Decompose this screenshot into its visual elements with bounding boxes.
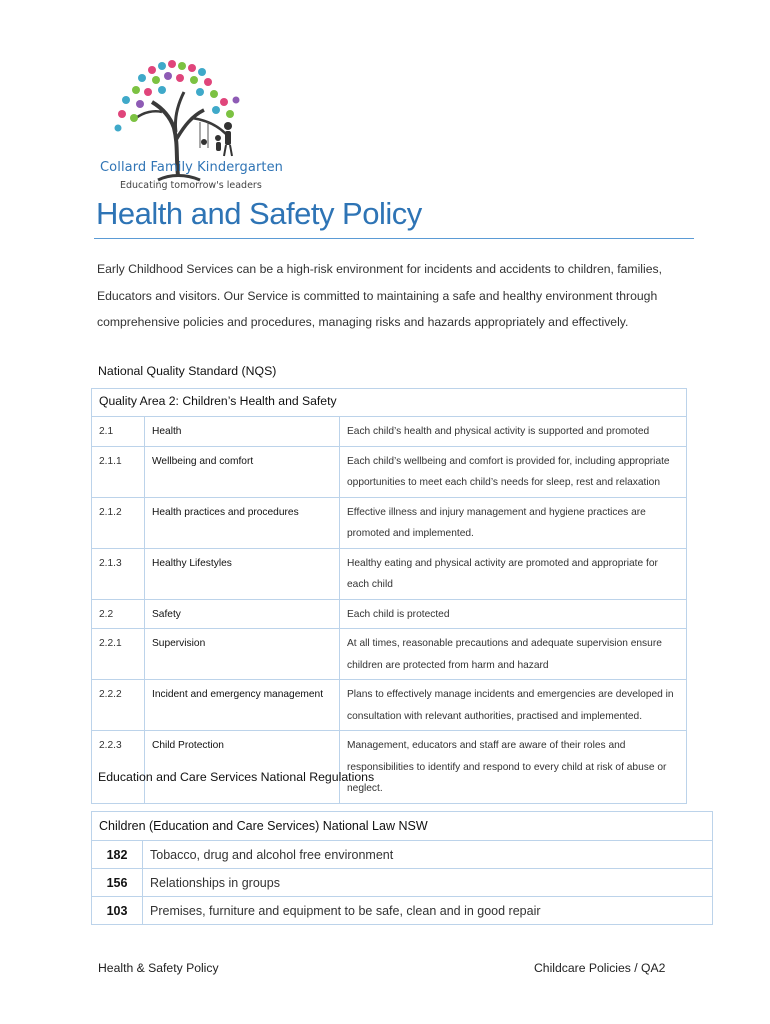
nqs-code: 2.1.1 bbox=[92, 446, 145, 497]
nqs-code: 2.1.3 bbox=[92, 548, 145, 599]
table-row bbox=[92, 629, 687, 680]
nqs-desc: Effective illness and injury management and hygiene practices are promoted and implemented. bbox=[340, 497, 687, 548]
intro-line: Early Childhood Services can be a high-risk environment for incidents and accidents to children, families, bbox=[97, 262, 662, 276]
table-row bbox=[92, 446, 687, 497]
nqs-name: Health practices and procedures bbox=[145, 497, 340, 548]
table-row bbox=[92, 869, 713, 897]
intro-line: Educators and visitors. Our Service is committed to maintaining a safe and healthy environment through bbox=[97, 288, 658, 303]
table-row bbox=[92, 897, 713, 925]
regulation-number: 182 bbox=[92, 841, 143, 869]
nqs-table bbox=[91, 388, 687, 804]
nqs-desc: Healthy eating and physical activity are promoted and appropriate for each child bbox=[340, 548, 687, 599]
regulation-text: Relationships in groups bbox=[143, 869, 713, 897]
table-row bbox=[92, 497, 687, 548]
table-row bbox=[92, 731, 687, 804]
nqs-name: Child Protection bbox=[145, 731, 340, 804]
table-row bbox=[92, 680, 687, 731]
regulation-text: Premises, furniture and equipment to be safe, clean and in good repair bbox=[143, 897, 713, 925]
nqs-code: 2.2 bbox=[92, 599, 145, 629]
title-underline bbox=[94, 238, 694, 239]
regulations-table-title-row bbox=[92, 812, 713, 841]
page-title: Health and Safety Policy bbox=[96, 196, 422, 231]
nqs-code: 2.1 bbox=[92, 417, 145, 447]
nqs-desc: Each child’s health and physical activity is supported and promoted bbox=[340, 417, 687, 447]
regulations-table bbox=[91, 811, 713, 925]
regulation-number: 103 bbox=[92, 897, 143, 925]
table-row bbox=[92, 548, 687, 599]
nqs-name: Safety bbox=[145, 599, 340, 629]
nqs-desc: Each child’s wellbeing and comfort is provided for, including appropriate opportunities to meet each child’s needs for sleep, rest and relaxation bbox=[340, 446, 687, 497]
nqs-name: Incident and emergency management bbox=[145, 680, 340, 731]
nqs-name: Health bbox=[145, 417, 340, 447]
regulations-heading: Education and Care Services National Regulations bbox=[98, 770, 375, 784]
nqs-table-title-row bbox=[92, 389, 687, 417]
nqs-desc: Plans to effectively manage incidents and emergencies are developed in consultation with relevant authorities, practised and implemented. bbox=[340, 680, 687, 731]
footer-right: Childcare Policies / QA2 bbox=[534, 961, 666, 975]
regulation-number: 156 bbox=[92, 869, 143, 897]
nqs-heading: National Quality Standard (NQS) bbox=[98, 364, 277, 378]
regulations-table-title: Children (Education and Care Services) National Law NSW bbox=[92, 812, 713, 841]
nqs-desc: At all times, reasonable precautions and adequate supervision ensure children are protected from harm and hazard bbox=[340, 629, 687, 680]
regulation-text: Tobacco, drug and alcohol free environment bbox=[143, 841, 713, 869]
nqs-desc: Management, educators and staff are aware of their roles and responsibilities to identify and respond to every child at risk of abuse or neglect. bbox=[340, 731, 687, 804]
table-row bbox=[92, 599, 687, 629]
nqs-name: Wellbeing and comfort bbox=[145, 446, 340, 497]
nqs-code: 2.1.2 bbox=[92, 497, 145, 548]
nqs-code: 2.2.2 bbox=[92, 680, 145, 731]
nqs-name: Supervision bbox=[145, 629, 340, 680]
nqs-code: 2.2.3 bbox=[92, 731, 145, 804]
intro-paragraph bbox=[97, 256, 697, 336]
logo-tagline: Educating tomorrow's leaders bbox=[120, 180, 262, 191]
table-row bbox=[92, 841, 713, 869]
nqs-table-title: Quality Area 2: Children’s Health and Safety bbox=[92, 389, 687, 417]
table-row bbox=[92, 417, 687, 447]
nqs-desc: Each child is protected bbox=[340, 599, 687, 629]
nqs-name: Healthy Lifestyles bbox=[145, 548, 340, 599]
intro-line: comprehensive policies and procedures, managing risks and hazards appropriately and effectively. bbox=[97, 315, 629, 329]
footer-left: Health & Safety Policy bbox=[98, 961, 219, 975]
nqs-code: 2.2.1 bbox=[92, 629, 145, 680]
logo-name: Collard Family Kindergarten bbox=[100, 160, 284, 175]
